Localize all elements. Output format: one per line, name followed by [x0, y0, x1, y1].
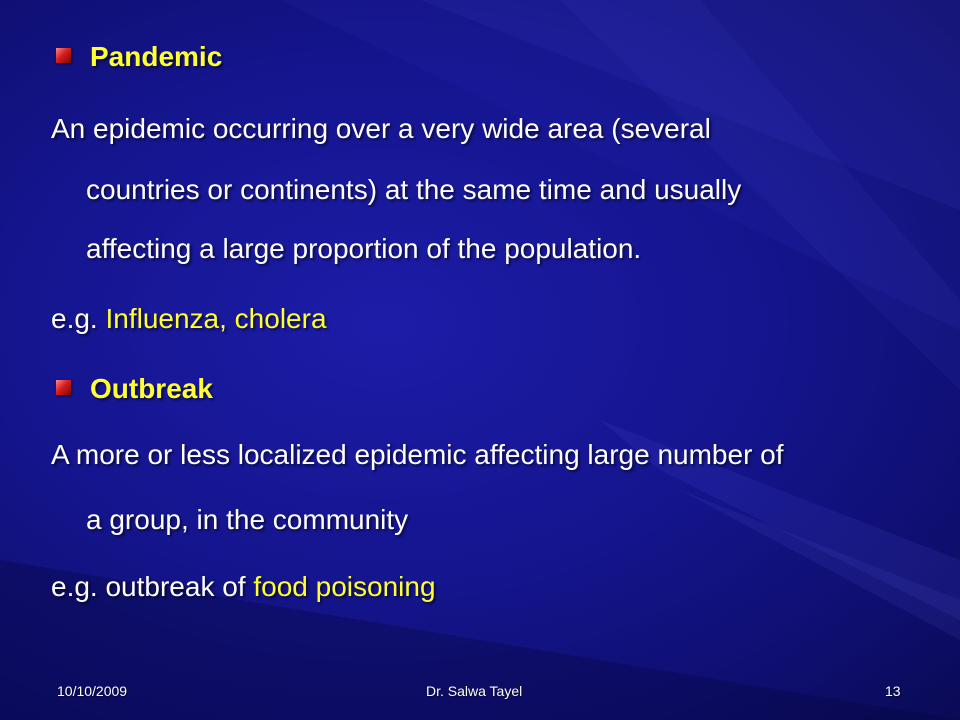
outbreak-example-value: food poisoning [253, 571, 436, 602]
pandemic-example-value: Influenza, cholera [105, 303, 327, 334]
footer-author: Dr. Salwa Tayel [426, 683, 523, 699]
outbreak-definition-line-1: A more or less localized epidemic affecting large number of [51, 439, 784, 470]
red-square-bullet-icon [56, 380, 71, 395]
outbreak-example [51, 570, 436, 604]
pandemic-example [51, 302, 327, 336]
outbreak-example-prefix: e.g. outbreak of [51, 571, 246, 602]
pandemic-example-prefix: e.g. [51, 303, 98, 334]
pandemic-definition-line-2: countries or continents) at the same time and usually [86, 174, 742, 205]
footer-date: 10/10/2009 [57, 683, 128, 699]
footer-page-number: 13 [885, 683, 901, 699]
red-square-bullet-icon [56, 48, 71, 63]
outbreak-definition-line-2: a group, in the community [86, 504, 409, 535]
pandemic-definition-line-1: An epidemic occurring over a very wide area (several [51, 113, 711, 144]
outbreak-heading: Outbreak [90, 373, 213, 404]
pandemic-definition-line-3: affecting a large proportion of the population. [86, 233, 642, 264]
pandemic-heading: Pandemic [90, 41, 223, 72]
